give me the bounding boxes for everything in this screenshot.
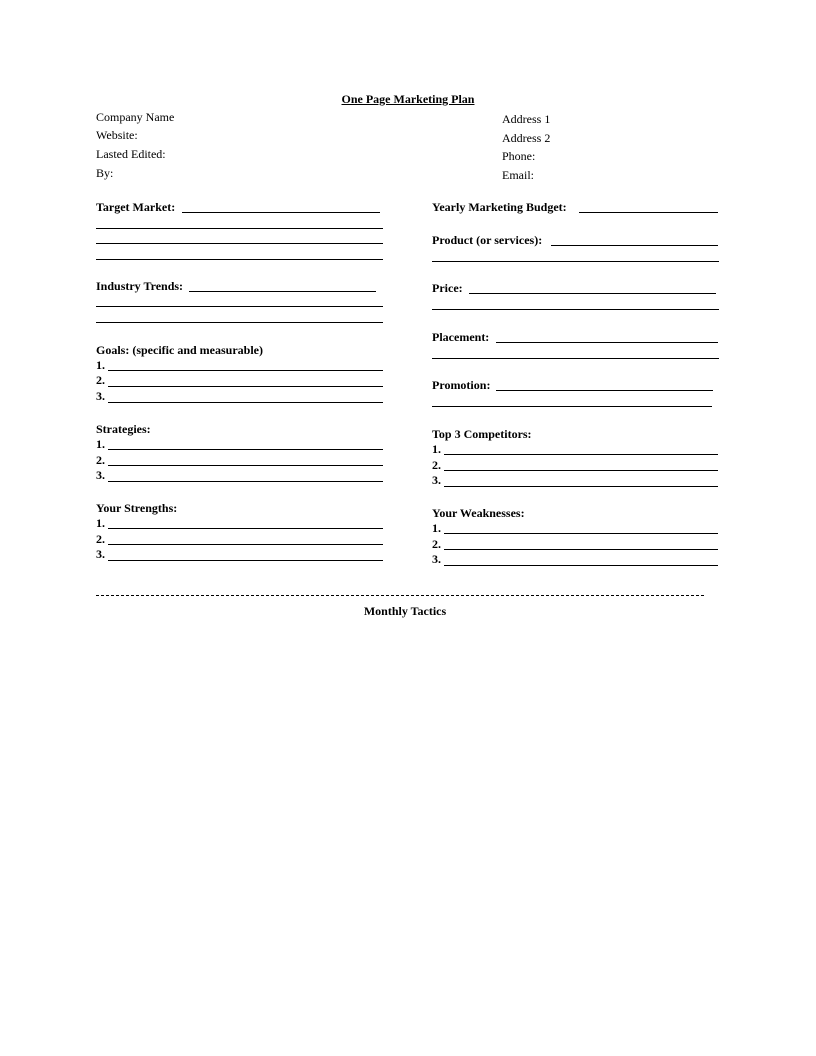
industry-trends-label: Industry Trends:	[96, 279, 184, 293]
goals-number-3: 3.	[96, 389, 105, 403]
competitors-line-1[interactable]	[444, 454, 718, 455]
strengths-line-1[interactable]	[108, 528, 383, 529]
strategies-line-1[interactable]	[108, 449, 383, 450]
strengths-line-3[interactable]	[108, 560, 383, 561]
industry-trends-line[interactable]	[189, 291, 376, 292]
strategies-label: Strategies:	[96, 422, 151, 436]
product-line-2[interactable]	[432, 261, 719, 262]
goals-number-1: 1.	[96, 358, 105, 372]
strengths-number-2: 2.	[96, 532, 105, 546]
goals-line-1[interactable]	[108, 370, 383, 371]
industry-trends-line-2[interactable]	[96, 306, 383, 307]
price-line-2[interactable]	[432, 309, 719, 310]
strengths-label: Your Strengths:	[96, 501, 178, 515]
target-market-line-4[interactable]	[96, 259, 383, 260]
product-label: Product (or services):	[432, 233, 543, 247]
competitors-line-2[interactable]	[444, 470, 718, 471]
strengths-number-3: 3.	[96, 547, 105, 561]
goals-label: Goals: (specific and measurable)	[96, 343, 263, 357]
strategies-number-2: 2.	[96, 453, 105, 467]
target-market-line[interactable]	[182, 212, 380, 213]
last-edited-label: Lasted Edited:	[96, 147, 166, 161]
phone-label: Phone:	[502, 149, 536, 163]
goals-number-2: 2.	[96, 373, 105, 387]
weaknesses-label: Your Weaknesses:	[432, 506, 525, 520]
competitors-label: Top 3 Competitors:	[432, 427, 532, 441]
placement-line[interactable]	[496, 342, 718, 343]
strengths-line-2[interactable]	[108, 544, 383, 545]
monthly-tactics-heading: Monthly Tactics	[363, 604, 447, 618]
goals-line-2[interactable]	[108, 386, 383, 387]
target-market-line-2[interactable]	[96, 228, 383, 229]
page-title: One Page Marketing Plan	[341, 92, 475, 106]
strategies-number-1: 1.	[96, 437, 105, 451]
industry-trends-line-3[interactable]	[96, 322, 383, 323]
product-line[interactable]	[551, 245, 718, 246]
section-divider	[96, 595, 704, 596]
weaknesses-line-3[interactable]	[444, 565, 718, 566]
budget-label: Yearly Marketing Budget:	[432, 200, 567, 214]
weaknesses-line-2[interactable]	[444, 549, 718, 550]
target-market-line-3[interactable]	[96, 243, 383, 244]
email-label: Email:	[502, 168, 534, 182]
competitors-number-2: 2.	[432, 458, 441, 472]
weaknesses-number-3: 3.	[432, 552, 441, 566]
strategies-line-2[interactable]	[108, 465, 383, 466]
competitors-number-1: 1.	[432, 442, 441, 456]
weaknesses-number-1: 1.	[432, 521, 441, 535]
price-line[interactable]	[469, 293, 716, 294]
goals-line-3[interactable]	[108, 402, 383, 403]
price-label: Price:	[432, 281, 463, 295]
address-2-label: Address 2	[502, 131, 551, 145]
promotion-line[interactable]	[496, 390, 713, 391]
competitors-line-3[interactable]	[444, 486, 718, 487]
weaknesses-line-1[interactable]	[444, 533, 718, 534]
competitors-number-3: 3.	[432, 473, 441, 487]
placement-line-2[interactable]	[432, 358, 719, 359]
strengths-number-1: 1.	[96, 516, 105, 530]
by-label: By:	[96, 166, 114, 180]
budget-line[interactable]	[579, 212, 718, 213]
company-name-label: Company Name	[96, 110, 175, 124]
address-1-label: Address 1	[502, 112, 551, 126]
strategies-line-3[interactable]	[108, 481, 383, 482]
promotion-line-2[interactable]	[432, 406, 712, 407]
placement-label: Placement:	[432, 330, 490, 344]
target-market-label: Target Market:	[96, 200, 176, 214]
website-label: Website:	[96, 128, 138, 142]
weaknesses-number-2: 2.	[432, 537, 441, 551]
strategies-number-3: 3.	[96, 468, 105, 482]
promotion-label: Promotion:	[432, 378, 491, 392]
